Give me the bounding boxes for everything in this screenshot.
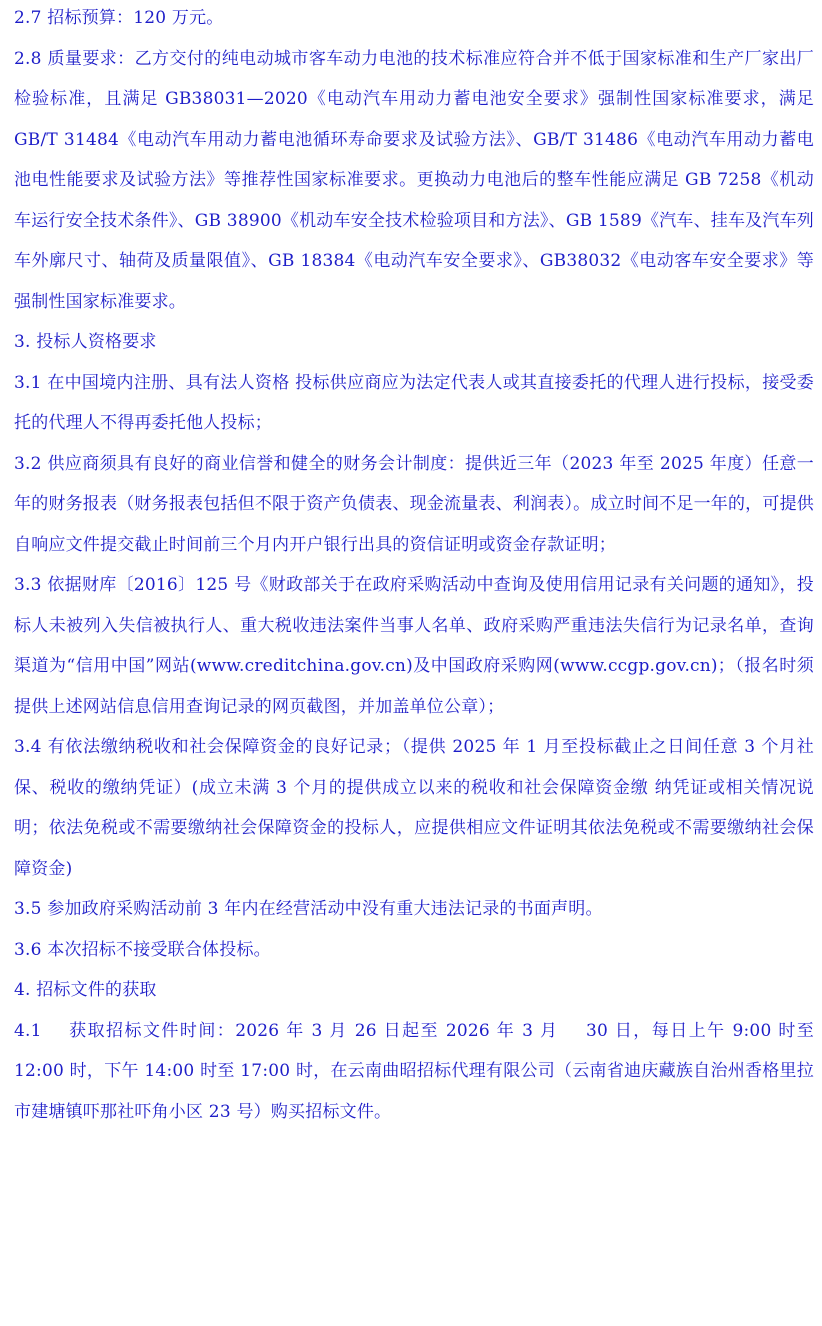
qualification-3-3: 3.3 依据财库〔2016〕125 号《财政部关于在政府采购活动中查询及使用信用记录有关问题的通知》，投标人未被列入失信被执行人、重大税收违法案件当事人名单、政府采购严重违法失信行为记录名单，查询渠道为“信用中国”网站(www.creditchina.gov.cn)及中国政府采购网(www.ccgp.gov.cn)；（报名时须提供上述网站信息信用查询记录的网页截图，并加盖单位公章）； bbox=[14, 575, 814, 717]
section-heading-bidder-qualifications: 3. 投标人资格要求 bbox=[14, 332, 157, 352]
qualification-3-1: 3.1 在中国境内注册、具有法人资格 投标供应商应为法定代表人或其直接委托的代理人进行投标，接受委托的代理人不得再委托他人投标； bbox=[14, 372, 814, 433]
qualification-3-4: 3.4 有依法缴纳税收和社会保障资金的良好记录；（提供 2025 年 1 月至投标截止之日间任意 3 个月社保、税收的缴纳凭证）(成立未满 3 个月的提供成立以来的税收和社会保障资金缴 纳凭证或相关情况说明；依法免税或不需要缴纳社会保障资金的投标人，应提供相应文件证明其依法免税或不需要缴纳社会保障资金) bbox=[14, 737, 814, 879]
qualification-3-6: 3.6 本次招标不接受联合体投标。 bbox=[14, 939, 271, 960]
qualification-3-2: 3.2 供应商须具有良好的商业信誉和健全的财务会计制度：提供近三年（2023 年至 2025 年度）任意一年的财务报表（财务报表包括但不限于资产负债表、现金流量表、利润表）。成立时间不足一年的，可提供自响应文件提交截止时间前三个月内开户银行出具的资信证明或资金存款证明； bbox=[14, 453, 814, 555]
qualification-3-5: 3.5 参加政府采购活动前 3 年内在经营活动中没有重大违法记录的书面声明。 bbox=[14, 899, 603, 919]
quality-requirements-paragraph: 2.8 质量要求：乙方交付的纯电动城市客车动力电池的技术标准应符合并不低于国家标准和生产厂家出厂检验标准，且满足 GB38031—2020《电动汽车用动力蓄电池安全要求》强制性国家标准要求，满足 GB/T 31484《电动汽车用动力蓄电池循环寿命要求及试验方法》、GB/T 31486《电动汽车用动力蓄电池电性能要求及试验方法》等推荐性国家标准要求。更换动力电池后的整车性能应满足 GB 7258《机动车运行安全技术条件》、GB 38900《机动车安全技术检验项目和方法》、GB 1589《汽车、挂车及汽车列车外廓尺寸、轴荷及质量限值》、GB 18384《电动汽车安全要求》、GB38032《电动客车安全要求》等强制性国家标准要求。 bbox=[14, 48, 814, 312]
budget-paragraph: 2.7 招标预算：120 万元。 bbox=[14, 8, 224, 28]
obtain-documents-4-1: 4.1 获取招标文件时间：2026 年 3 月 26 日起至 2026 年 3 月 30 日，每日上午 9:00 时至 12:00 时，下午 14:00 时至 17:00 时，在云南曲昭招标代理有限公司（云南省迪庆藏族自治州香格里拉市建塘镇吓那社吓角小区 23 号）购买招标文件。 bbox=[14, 1020, 820, 1122]
section-heading-obtain-documents: 4. 招标文件的获取 bbox=[14, 980, 157, 1000]
